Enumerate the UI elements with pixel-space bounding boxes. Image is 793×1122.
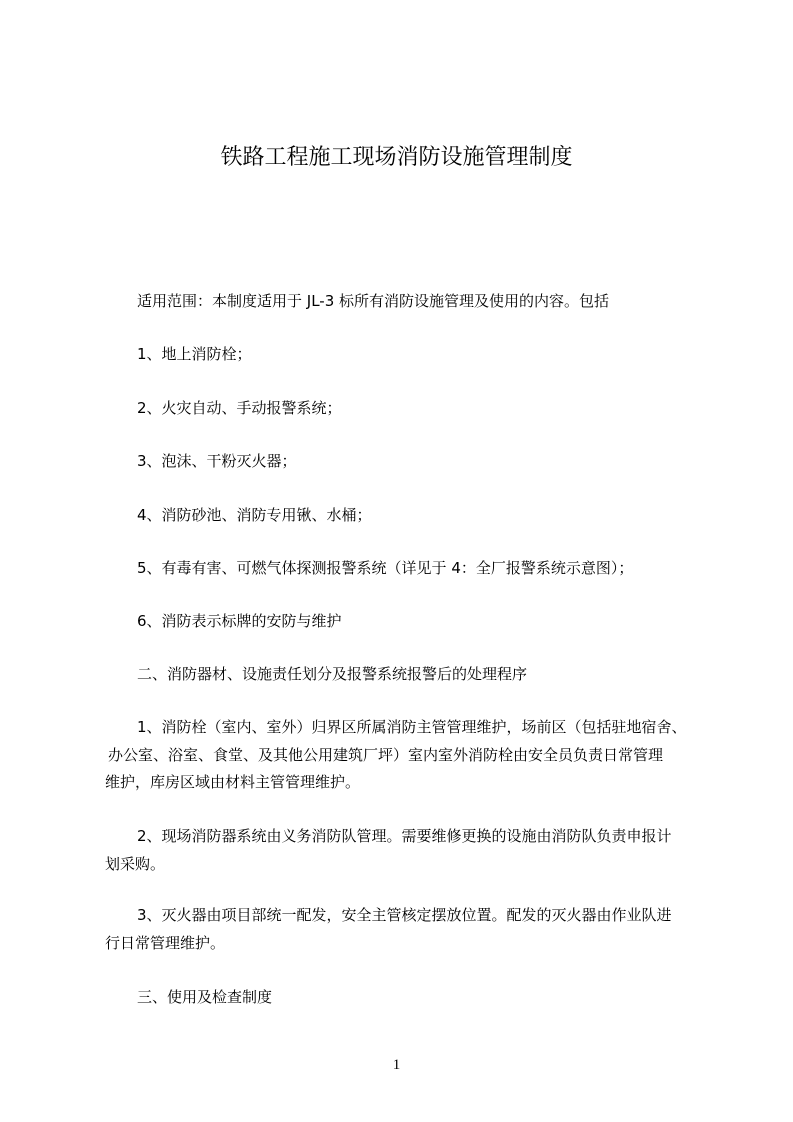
section-2-paragraph-2-line-2: 划采购。 (105, 855, 166, 873)
scope-paragraph: 适用范围：本制度适用于 JL-3 标所有消防设施管理及使用的内容。包括 (137, 292, 610, 310)
section-2-paragraph-1-line-2: 办公室、浴室、食堂、及其他公用建筑厂坪）室内室外消防栓由安全员负责日常管理 (108, 746, 664, 764)
list-item-6: 6、消防表示标牌的安防与维护 (137, 612, 342, 630)
section-2-heading: 二、消防器材、设施责任划分及报警系统报警后的处理程序 (137, 665, 528, 683)
section-2-paragraph-1-line-3: 维护，库房区域由材料主管管理维护。 (105, 773, 361, 791)
section-2-paragraph-3-line-2: 行日常管理维护。 (105, 934, 226, 952)
list-item-3: 3、泡沫、干粉灭火器； (137, 452, 297, 470)
list-item-5: 5、有毒有害、可燃气体探测报警系统（详见于 4：全厂报警系统示意图）； (137, 559, 634, 577)
page-number: 1 (392, 1057, 401, 1073)
document-title: 铁路工程施工现场消防设施管理制度 (220, 145, 573, 170)
section-2-paragraph-1-line-1: 1、消防栓（室内、室外）归界区所属消防主管管理维护，场前区（包括驻地宿舍、 (137, 718, 687, 736)
section-2-paragraph-2-line-1: 2、现场消防器系统由义务消防队管理。需要维修更换的设施由消防队负责申报计 (137, 827, 672, 845)
section-3-heading: 三、使用及检查制度 (137, 988, 273, 1006)
list-item-2: 2、火灾自动、手动报警系统； (137, 399, 342, 417)
list-item-1: 1、地上消防栓； (137, 345, 252, 363)
list-item-4: 4、消防砂池、消防专用锹、水桶； (137, 506, 372, 524)
section-2-paragraph-3-line-1: 3、灭火器由项目部统一配发，安全主管核定摆放位置。配发的灭火器由作业队进 (137, 906, 672, 924)
